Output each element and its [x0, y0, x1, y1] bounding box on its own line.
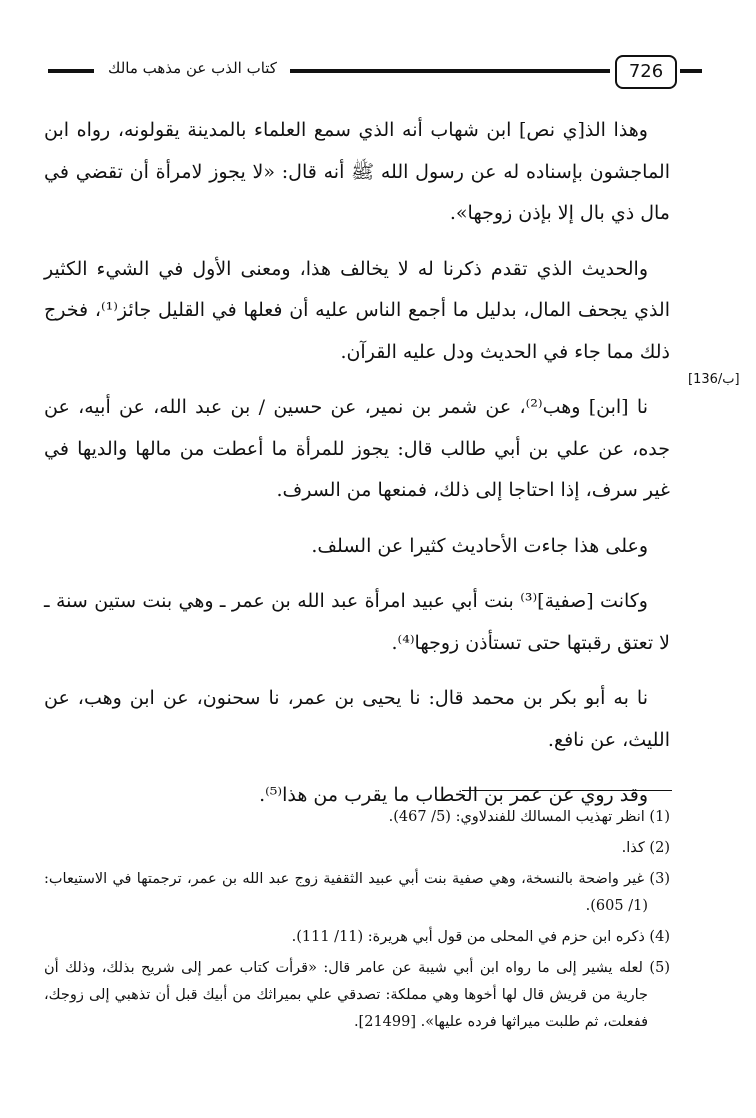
- paragraph: وكانت [صفية]⁽³⁾ بنت أبي عبيد امرأة عبد الله بن عمر ـ وهي بنت ستين سنة ـ لا تعتق رقبتها حتى تستأذن زوجها⁽⁴⁾.: [44, 590, 670, 654]
- footnote-separator: [462, 790, 672, 791]
- page-header: [40, 55, 696, 89]
- paragraph: وعلى هذا جاءت الأحاديث كثيرا عن السلف.: [311, 534, 648, 557]
- paragraph: والحديث الذي تقدم ذكرنا له لا يخالف هذا، ومعنى الأول في الشيء الكثير الذي يجحف المال، بدليل ما أجمع الناس عليه أن فعلها في القليل جائز⁽¹⁾، فخرج ذلك مما جاء في الحديث ودل عليه القرآن.: [44, 257, 670, 363]
- footnote: (4) ذكره ابن حزم في المحلى من قول أبي هريرة: (11/ 111).: [291, 929, 670, 945]
- manuscript-folio-ref: [136/ب]: [688, 372, 740, 387]
- footnote: (5) لعله يشير إلى ما رواه ابن أبي شيبة عن عامر قال: «قرأت كتاب عمر إلى شريح بذلك، وذلك أن جارية من قريش قال لها أخوها وهي مملكة: تصدقي علي بميراثك من أبيك قبل أن تذهبي إلى زوجك، ففعلت، ثم طلبت ميراثها فرده عليها». [21499].: [44, 960, 670, 1030]
- header-rule-long: [290, 69, 610, 73]
- paragraph: وقد روي عن عمر بن الخطاب ما يقرب من هذا⁽⁵⁾.: [259, 784, 648, 806]
- main-text: [44, 110, 670, 831]
- running-title: كتاب الذب عن مذهب مالك: [108, 59, 277, 77]
- page-number: 726: [615, 55, 677, 89]
- paragraph: نا به أبو بكر بن محمد قال: نا يحيى بن عمر، نا سحنون، عن ابن وهب، عن الليث، عن نافع.: [44, 687, 670, 751]
- header-rule-short: [48, 69, 94, 73]
- footnote: (2) كذا.: [621, 840, 670, 856]
- footnotes: [44, 804, 670, 1040]
- header-rule-tail: [680, 69, 702, 73]
- paragraph: نا [ابن] وهب⁽²⁾، عن شمر بن نمير، عن حسين / بن عبد الله، عن أبيه، عن جده، عن علي بن أبي طالب قال: يجوز للمرأة ما أعطت من مالها والديها في غير سرف، إذا احتاجا إلى ذلك، فمنعها من السرف.: [44, 396, 670, 501]
- footnote: (1) انظر تهذيب المسالك للفندلاوي: (5/ 467).: [388, 809, 670, 825]
- paragraph: وهذا الذ[ي نص] ابن شهاب أنه الذي سمع العلماء بالمدينة يقولونه، رواه ابن الماجشون بإسناده له عن رسول الله ﷺ أنه قال: «لا يجوز لامرأة أن تقضي في مال ذي بال إلا بإذن زوجها».: [44, 119, 670, 224]
- footnote: (3) غير واضحة بالنسخة، وهي صفية بنت أبي عبيد الثقفية زوج عبد الله بن عمر، ترجمتها في الاستيعاب: (1/ 605).: [44, 871, 670, 914]
